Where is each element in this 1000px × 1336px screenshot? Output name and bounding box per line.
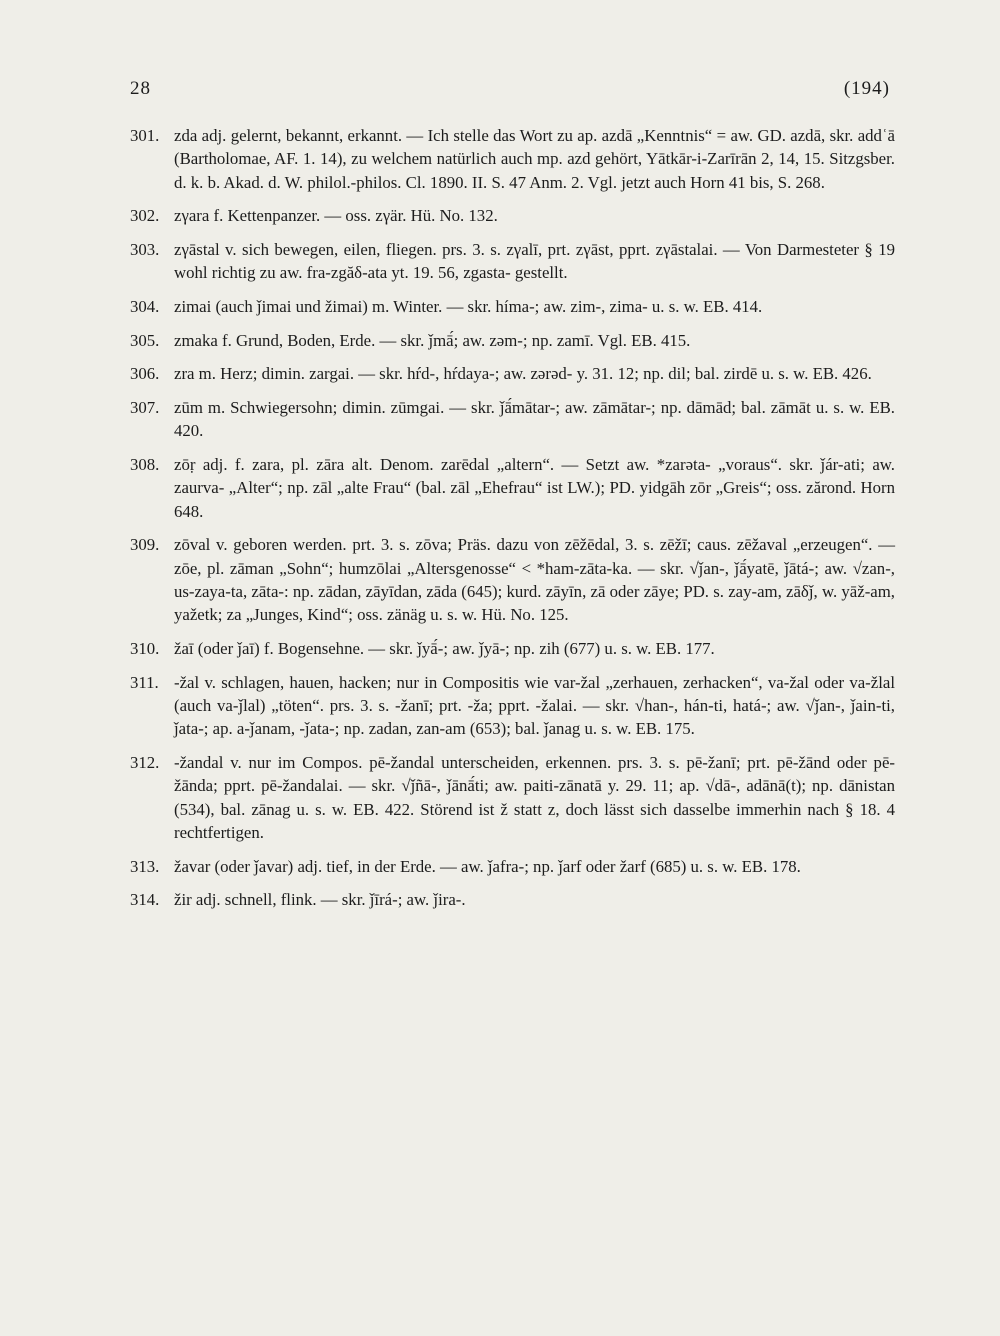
entry-304 — [130, 295, 895, 318]
entry-311 — [130, 671, 895, 741]
entry-number: 314. — [130, 890, 160, 910]
dictionary-entries — [130, 124, 895, 922]
entry-number: 308. — [130, 454, 160, 474]
entry-306 — [130, 362, 895, 385]
entry-number: 313. — [130, 856, 160, 876]
entry-309 — [130, 533, 895, 627]
entry-number: 309. — [130, 535, 160, 555]
entry-number: 306. — [130, 364, 160, 384]
entry-text: žavar (oder ǰavar) adj. tief, in der Erde. — aw. ǰafra-; np. ǰarf oder žarf (685) u. s. w. EB. 178. — [174, 856, 801, 876]
entry-number: 301. — [130, 126, 160, 145]
entry-number: 304. — [130, 297, 160, 316]
entry-text: žaī (oder ǰaī) f. Bogensehne. — skr. ǰyā́-; aw. ǰyā-; np. zih (677) u. s. w. EB. 177. — [174, 639, 715, 658]
bracket-page-number: (194) — [843, 78, 890, 99]
entry-308 — [130, 453, 895, 523]
entry-text: zōval v. geboren werden. prt. 3. s. zōva; Präs. dazu von zēžēdal, 3. s. zēžī; caus. zēžaval „erzeugen“. — zōe, pl. zāman „Sohn“; humzōlai „Altersgenosse“ < *ham-zāta-ka. — skr. √ǰan-, ǰā́yatē, ǰātá-; aw. √zan-, us-zaya-ta, zāta-: np. zādan, zāyīdan, zāda (645); kurd. zāyīn, zā oder zāye; PD. s. zay-am, zāδǰ, w. yāž-am, yažetk; za „Junges, Kind“; oss. zänäg u. s. w. Hü. No. 125. — [174, 535, 895, 625]
entry-307 — [130, 396, 895, 443]
entry-text: zra m. Herz; dimin. zargai. — skr. hŕd-, hŕdaya-; aw. zərəd- y. 31. 12; np. dil; bal. zirdē u. s. w. EB. 426. — [174, 364, 872, 384]
entry-312 — [130, 751, 895, 845]
entry-text: zōṛ adj. f. zara, pl. zāra alt. Denom. zarēdal „altern“. — Setzt aw. *zarəta- „voraus“. skr. ǰár-ati; aw. zaurva- „Alter“; np. zāl „alte Frau“ (bal. zāl „Ehefrau“ ist LW.); PD. yidgāh zōr „Greis“; oss. zărond. Horn 648. — [174, 454, 895, 521]
entry-number: 303. — [130, 240, 160, 259]
entry-text: zūm m. Schwiegersohn; dimin. zūmgai. — skr. ǰā́mātar-; aw. zāmātar-; np. dāmād; bal. zāmāt u. s. w. EB. 420. — [174, 397, 895, 441]
entry-number: 311. — [130, 672, 159, 692]
entry-number: 312. — [130, 753, 160, 772]
entry-303 — [130, 238, 895, 285]
entry-number: 307. — [130, 397, 160, 417]
entry-text: -žal v. schlagen, hauen, hacken; nur in Compositis wie var-žal „zerhauen, zerhacken“, va-žal oder va-žlal (auch va-ǰlal) „töten“. prs. 3. s. -žanī; prt. -ža; pprt. -žalai. — skr. √han-, hán-ti, hatá-; aw. √ǰan-, ǰain-ti, ǰata-; ap. a-ǰanam, -ǰata-; np. zadan, zan-am (653); bal. ǰanag u. s. w. EB. 175. — [174, 672, 895, 739]
entry-302 — [130, 204, 895, 227]
entry-text: zγara f. Kettenpanzer. — oss. zγär. Hü. No. 132. — [174, 206, 498, 226]
entry-313 — [130, 855, 895, 878]
entry-number: 310. — [130, 639, 160, 658]
entry-310 — [130, 637, 895, 660]
entry-305 — [130, 329, 895, 352]
entry-number: 302. — [130, 206, 160, 226]
entry-number: 305. — [130, 330, 160, 350]
entry-301 — [130, 124, 895, 194]
entry-text: zda adj. gelernt, bekannt, erkannt. — Ich stelle das Wort zu ap. azdā „Kenntnis“ = aw. GD. azdā, skr. addʿā (Bartholomae, AF. 1. 14), zu welchem natürlich auch mp. azd gehört, Yātkār-i-Zarīrān 2, 14, 15. Sitzgsber. d. k. b. Akad. d. W. philol.-philos. Cl. 1890. II. S. 47 Anm. 2. Vgl. jetzt auch Horn 41 bis, S. 268. — [174, 126, 895, 192]
entry-text: zγāstal v. sich bewegen, eilen, fliegen. prs. 3. s. zγalī, prt. zγāst, pprt. zγāstalai. — Von Darmesteter § 19 wohl richtig zu aw. fra-zgăδ-ata yt. 19. 56, zgasta- gestellt. — [174, 240, 895, 283]
entry-text: žir adj. schnell, flink. — skr. ǰīrá-; aw. ǰira-. — [174, 890, 466, 910]
entry-text: zimai (auch ǰimai und žimai) m. Winter. — skr. híma-; aw. zim-, zima- u. s. w. EB. 414. — [174, 297, 763, 316]
entry-text: -žandal v. nur im Compos. pē-žandal unterscheiden, erkennen. prs. 3. s. pē-žanī; prt. pē-žānd oder pē-žānda; pprt. pē-žandalai. — skr. √ǰñā-, ǰānā́ti; aw. paiti-zānatā y. 29. 11; ap. √dā-, adānā(t); np. dānistan (534), bal. zānag u. s. w. EB. 422. Störend ist ž statt z, doch lässt sich dasselbe immerhin nach § 18. 4 rechtfertigen. — [174, 753, 895, 843]
entry-314 — [130, 888, 895, 911]
page-number: 28 — [130, 78, 151, 99]
page-header — [130, 78, 890, 100]
entry-text: zmaka f. Grund, Boden, Erde. — skr. ǰmā́; aw. zəm-; np. zamī. Vgl. EB. 415. — [174, 330, 691, 350]
